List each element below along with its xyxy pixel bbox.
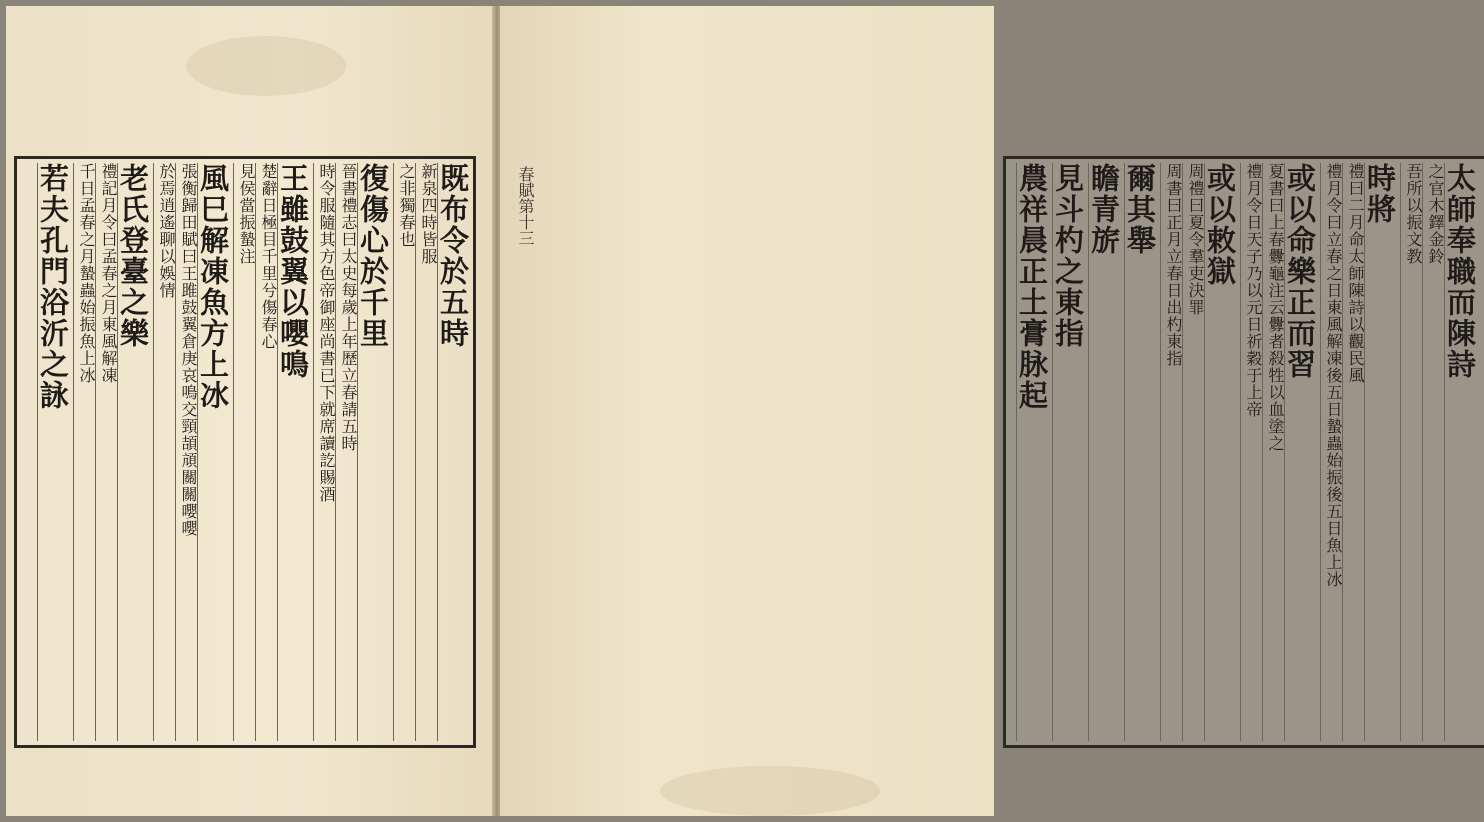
banxin-title: 春賦第十三 <box>516 166 535 246</box>
commentary-column: 張衡歸田賦曰王雎鼓翼倉庚哀鳴交頸頡頏關關嚶嚶 <box>175 163 198 741</box>
main-text-column: 若夫孔門浴沂之詠 <box>37 163 74 741</box>
book <box>6 6 1477 816</box>
main-text-column: 老氏登臺之樂 <box>117 163 154 741</box>
commentary-column: 之非獨春也 <box>393 163 416 741</box>
commentary-column: 周禮曰夏令羣吏決罪 <box>1182 163 1205 741</box>
commentary-column: 吾所以振文教 <box>1400 163 1423 741</box>
commentary-column: 夏書曰上春釁龜注云釁者殺牲以血塗之 <box>1262 163 1285 741</box>
commentary-column: 禮記月令曰孟春之月東風解凍 <box>95 163 118 741</box>
left-page <box>6 6 494 816</box>
main-text-column: 農祥晨正土膏脉起 <box>1016 163 1053 741</box>
commentary-column: 時令服隨其方色帝御座尚書已下就席讀訖賜酒 <box>313 163 336 741</box>
main-text-column: 見斗杓之東指 <box>1052 163 1089 741</box>
commentary-column: 於焉逍遙聊以娛情 <box>153 163 176 741</box>
commentary-column: 之官木鐸金鈴 <box>1422 163 1445 741</box>
commentary-column: 見侯當振蟄注 <box>233 163 256 741</box>
main-text-column: 時將 <box>1364 163 1401 741</box>
main-text-column: 爾其舉 <box>1124 163 1161 741</box>
main-text-column: 王雖鼓翼以嚶鳴 <box>277 163 314 741</box>
main-text-column: 瞻青旂 <box>1088 163 1125 741</box>
paper-stain <box>660 766 880 816</box>
commentary-column: 楚辭日極目千里兮傷春心 <box>255 163 278 741</box>
right-page <box>500 6 1477 816</box>
main-text-column: 太師奉職而陳詩 <box>1444 163 1481 741</box>
main-text-column: 既布令於五時 <box>437 163 474 741</box>
commentary-column: 禮月令日天子乃以元日祈穀于上帝 <box>1240 163 1263 741</box>
main-text-column: 風巳解凍魚方上冰 <box>197 163 234 741</box>
left-text-frame <box>14 156 476 748</box>
commentary-column: 禮月令曰立春之日東風解凍後五日蟄蟲始振後五日魚上冰 <box>1320 163 1343 741</box>
main-text-column: 或以命樂正而習 <box>1284 163 1321 741</box>
commentary-column: 周書曰正月立春日出杓東指 <box>1160 163 1183 741</box>
main-text-column: 或以敕獄 <box>1204 163 1241 741</box>
commentary-column: 千日孟春之月蟄蟲始振魚上冰 <box>73 163 96 741</box>
commentary-column: 晉書禮志曰太史每歲上年歷立春請五時 <box>335 163 358 741</box>
commentary-column: 禮曰二月命太師陳詩以觀民風 <box>1342 163 1365 741</box>
right-text-frame <box>1003 156 1484 748</box>
main-text-column: 復傷心於千里 <box>357 163 394 741</box>
paper-stain <box>186 36 346 96</box>
commentary-column: 新泉四時皆服 <box>415 163 438 741</box>
